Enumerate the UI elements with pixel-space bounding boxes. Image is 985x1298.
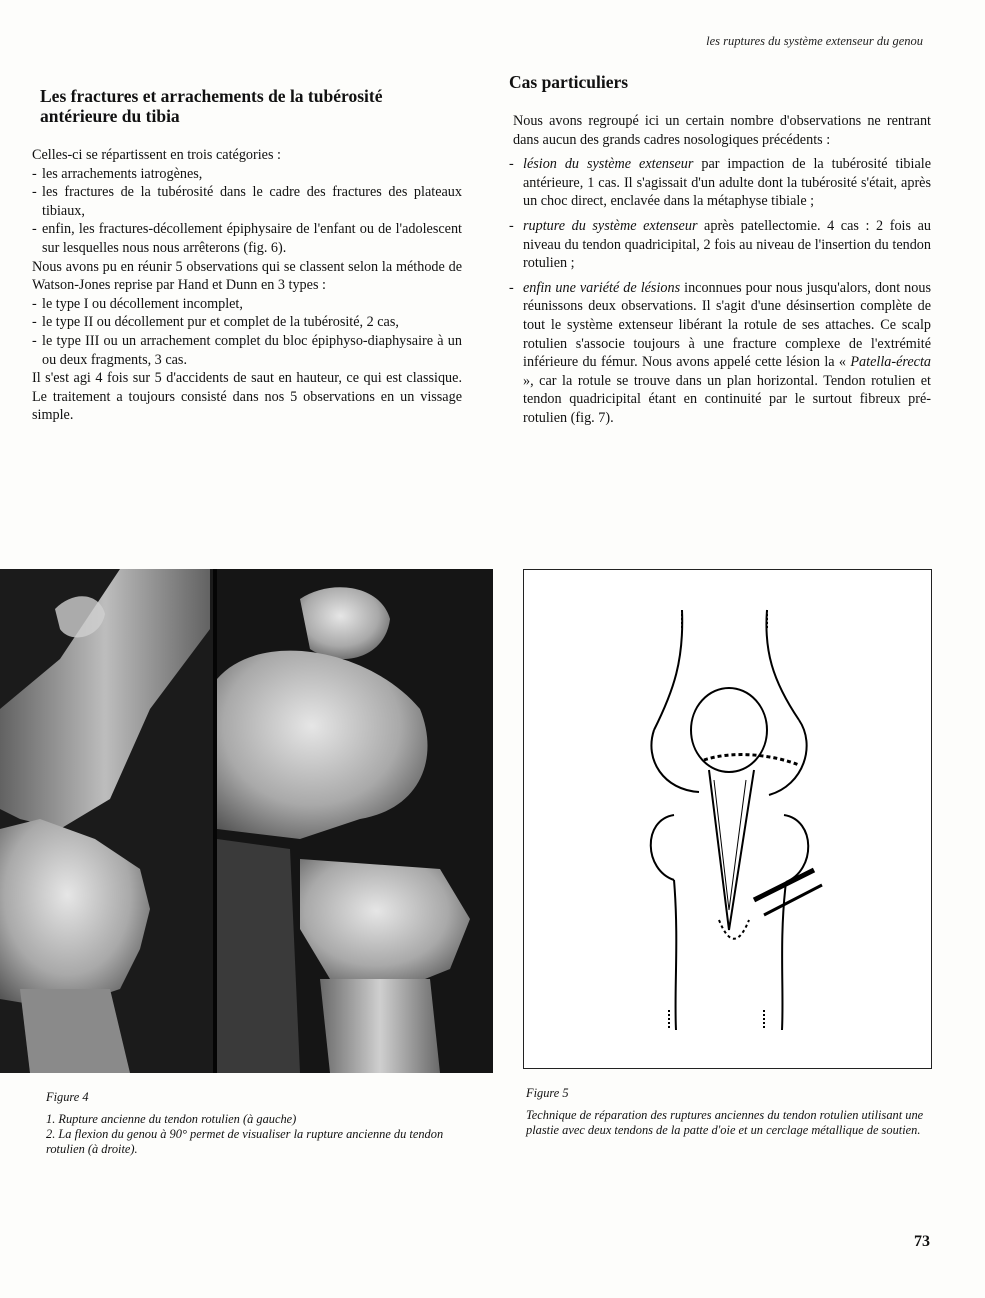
section-title-tuberosite: Les fractures et arrachements de la tubérosité antérieure du tibia — [40, 86, 383, 126]
figure5-text: Technique de réparation des ruptures anciennes du tendon rotulien utilisant une plastie avec deux tendons de la patte d'oie et un cerclage métallique de soutien. — [526, 1108, 924, 1137]
list-item: - enfin, les fractures-décollement épiphysaire de l'enfant ou de l'adolescent sur lesquelles nous nous arrêterons (fig. 6). — [32, 220, 462, 257]
figure5-caption — [526, 1086, 946, 1138]
list-item: - le type III ou un arrachement complet du bloc épiphyso-diaphysaire à un ou deux fragments, 3 cas. — [32, 332, 462, 369]
right-intro: Nous avons regroupé ici un certain nombre d'observations ne rentrant dans aucun des grands cadres nosologiques précédents : — [513, 113, 931, 148]
figure4-title: Figure 4 — [46, 1090, 89, 1104]
list-item: - les fractures de la tubérosité dans le cadre des fractures des plateaux tibiaux, — [32, 183, 462, 220]
figure4-line1: 1. Rupture ancienne du tendon rotulien (à gauche) — [46, 1112, 297, 1126]
case-text: par impaction de la tubérosité tibiale antérieure, 1 cas. Il s'agissait d'un adulte dont la tubérosité s'était, après un choc direct, enclavée dans la métaphyse tibiale ; — [523, 156, 932, 210]
list-item: - les arrachements iatrogènes, — [32, 165, 462, 184]
list-item — [509, 279, 931, 428]
left-paragraph-3: Il s'est agi 4 fois sur 5 d'accidents de saut en hauteur, ce qui est classique. Le traitement a toujours consisté dans nos 5 observations en un vissage simple. — [32, 370, 462, 424]
case-label: rupture du système extenseur — [523, 217, 698, 234]
surgical-diagram — [523, 569, 932, 1069]
case-label: enfin une variété de lésions — [523, 279, 681, 296]
case-text: », car la rotule se trouve dans un plan horizontal. Tendon rotulien et tendon quadricipital étant en continuité par le surtout fibreux pré-rotulien (fig. 7). — [523, 372, 931, 426]
list-item — [509, 155, 931, 211]
left-paragraph-2: Nous avons pu en réunir 5 observations qui se classent selon la méthode de Watson-Jones reprise par Hand et Dunn en 3 types : — [32, 258, 462, 294]
page-number: 73 — [914, 1233, 930, 1250]
left-column — [32, 86, 462, 425]
section-title-cas-particuliers: Cas particuliers — [509, 72, 629, 92]
left-intro: Celles-ci se répartissent en trois catégories : — [32, 147, 281, 163]
right-column — [509, 72, 931, 428]
categories-list — [32, 165, 462, 258]
case-text: après patellectomie. 4 cas : 2 fois au niveau du tendon quadricipital, 2 fois au niveau de l'insertion du tendon rotulien ; — [523, 217, 931, 272]
case-label: lésion du système extenseur — [523, 156, 694, 173]
figure4-caption — [46, 1090, 466, 1157]
case-text: inconnues pour nous jusqu'alors, dont nous réunissons deux observations. Il s'agit d'une désinsertion complète de tout le système extenseur libérant la rotule de ses attaches. Ce scalp rotulien s'associe toujours à une fracture complexe de l'extrémité inférieure du fémur. Nous avons appelé cette lésion la « — [523, 279, 931, 371]
list-item: - le type I ou décollement incomplet, — [32, 295, 462, 314]
figure5-title: Figure 5 — [526, 1086, 569, 1100]
list-item — [509, 217, 931, 273]
types-list — [32, 295, 462, 369]
list-item: - le type II ou décollement pur et complet de la tubérosité, 2 cas, — [32, 313, 462, 332]
running-head: les ruptures du système extenseur du genou — [706, 34, 923, 48]
xray-figure — [0, 569, 493, 1073]
figure4-line2: 2. La flexion du genou à 90° permet de visualiser la rupture ancienne du tendon rotulien (à droite). — [46, 1127, 444, 1156]
case-term: Patella-érecta — [850, 354, 931, 371]
particular-cases-list — [509, 155, 931, 427]
